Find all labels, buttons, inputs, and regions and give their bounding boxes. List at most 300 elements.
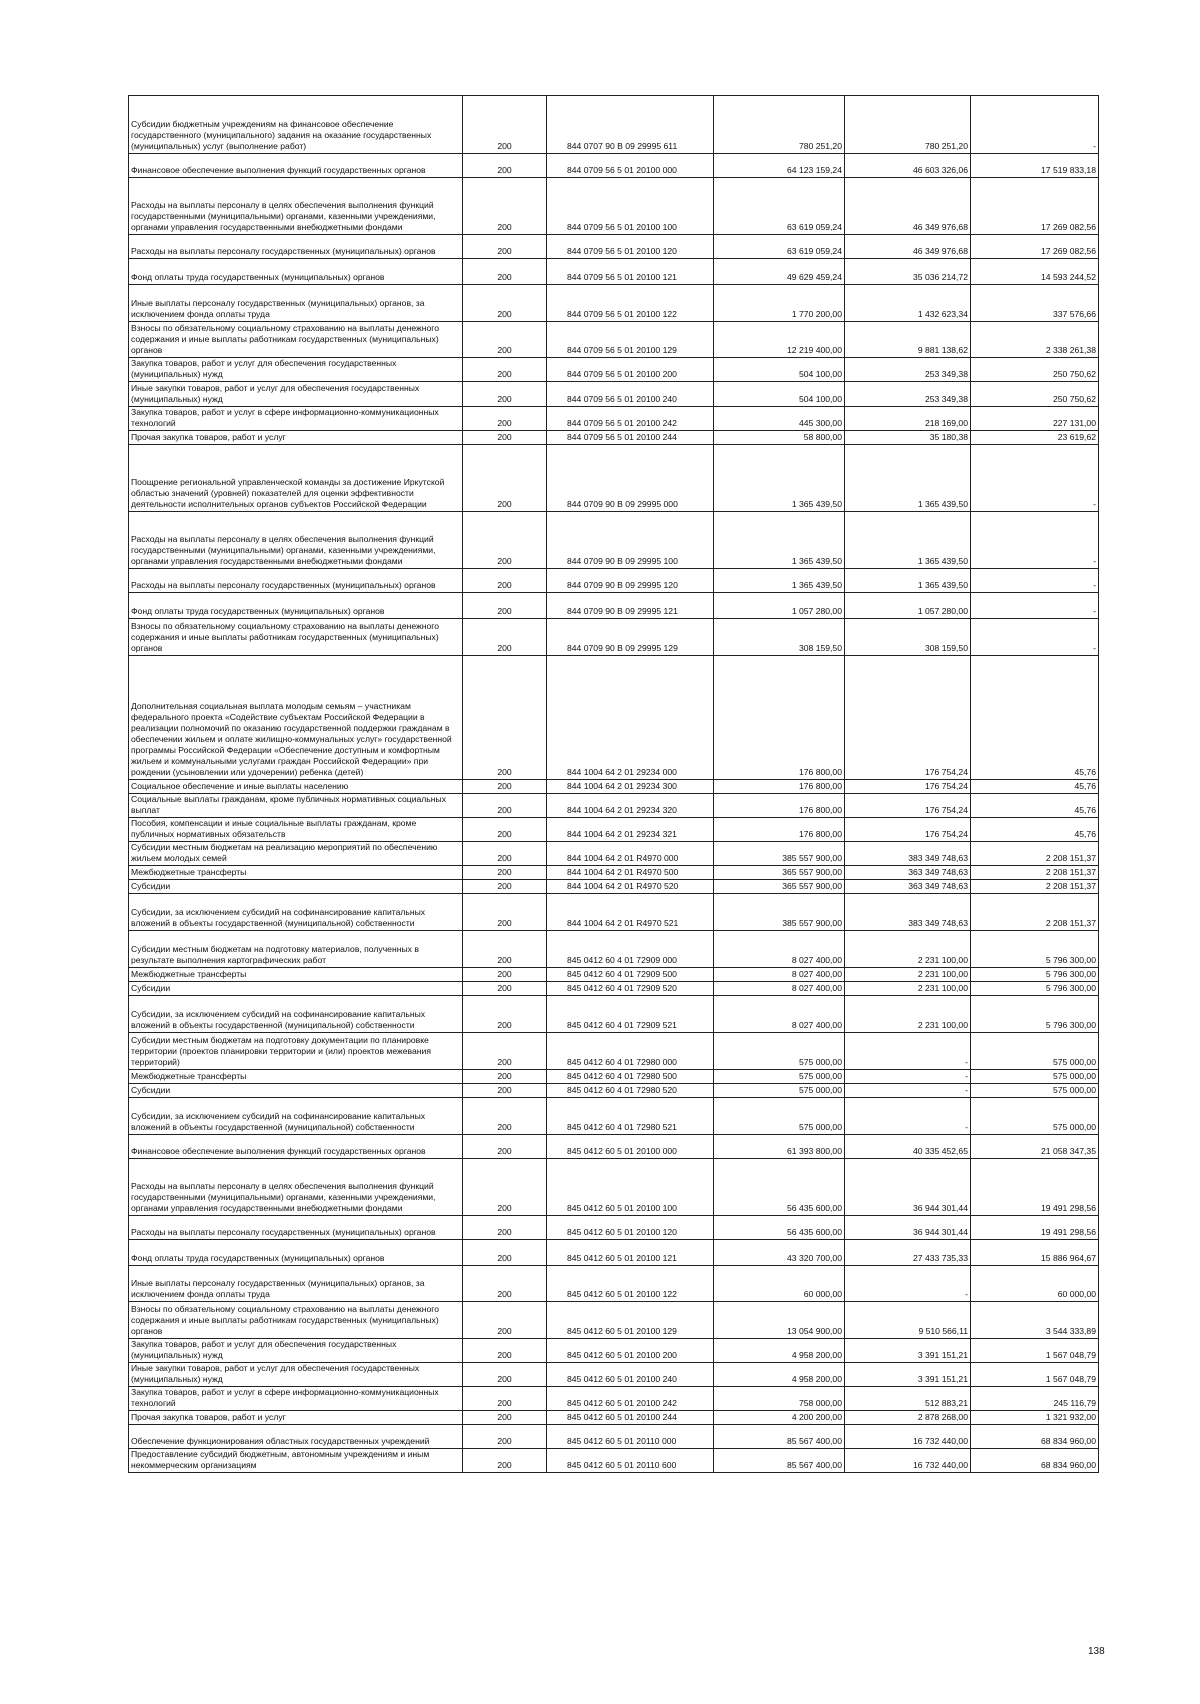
unexecuted-amount-cell: 14 593 244,52: [971, 259, 1099, 285]
approved-amount-cell: 176 800,00: [714, 794, 845, 818]
unexecuted-amount-cell: 245 116,79: [971, 1387, 1099, 1411]
table-row: [129, 259, 1099, 285]
executed-amount-cell: 512 883,21: [845, 1387, 971, 1411]
expense-name-cell: Субсидии: [129, 1084, 463, 1098]
expense-name-cell: Поощрение региональной управленческой команды за достижение Иркутской областью значений (уровней) показателей для оценки эффективности деятельности исполнительных органов субъектов Российской Федерации: [129, 445, 463, 512]
budget-report-table-container: [128, 95, 1098, 1473]
unexecuted-amount-cell: 1 567 048,79: [971, 1339, 1099, 1363]
budget-classification-code-cell: 844 1004 64 2 01 R4970 500: [547, 866, 714, 880]
budget-classification-code-cell: 845 0412 60 5 01 20100 200: [547, 1339, 714, 1363]
expense-name-cell: Дополнительная социальная выплата молодым семьям – участникам федерального проекта «Содействие субъектам Российской Федерации в реализации полномочий по оказанию государственной поддержки гражданам в обеспечении жильем и оплате жилищно-коммунальных услуг» государственной программы Российской Федерации «Обеспечение доступным и комфортным жильем и коммунальными услугами граждан Российской Федерации» при рождении (усыновлении или удочерении) ребенка (детей): [129, 656, 463, 780]
table-row: [129, 235, 1099, 259]
line-code-cell: 200: [463, 1084, 547, 1098]
budget-classification-code-cell: 844 0709 90 В 09 29995 120: [547, 569, 714, 593]
expense-name-cell: Прочая закупка товаров, работ и услуг: [129, 431, 463, 445]
approved-amount-cell: 8 027 400,00: [714, 996, 845, 1033]
executed-amount-cell: 1 432 623,34: [845, 285, 971, 322]
line-code-cell: 200: [463, 1240, 547, 1266]
approved-amount-cell: 63 619 059,24: [714, 235, 845, 259]
approved-amount-cell: 176 800,00: [714, 780, 845, 794]
line-code-cell: 200: [463, 407, 547, 431]
budget-classification-code-cell: 844 0709 90 В 09 29995 000: [547, 445, 714, 512]
line-code-cell: 200: [463, 154, 547, 178]
table-row: [129, 780, 1099, 794]
unexecuted-amount-cell: 19 491 298,56: [971, 1216, 1099, 1240]
approved-amount-cell: 4 958 200,00: [714, 1339, 845, 1363]
executed-amount-cell: 176 754,24: [845, 818, 971, 842]
line-code-cell: 200: [463, 1302, 547, 1339]
table-row: [129, 1135, 1099, 1159]
approved-amount-cell: 60 000,00: [714, 1266, 845, 1302]
table-row: [129, 1339, 1099, 1363]
expense-name-cell: Предоставление субсидий бюджетным, автономным учреждениям и иным некоммерческим организациям: [129, 1449, 463, 1473]
table-row: [129, 512, 1099, 569]
line-code-cell: 200: [463, 445, 547, 512]
budget-classification-code-cell: 844 1004 64 2 01 29234 000: [547, 656, 714, 780]
unexecuted-amount-cell: 23 619,62: [971, 431, 1099, 445]
executed-amount-cell: 36 944 301,44: [845, 1216, 971, 1240]
executed-amount-cell: 3 391 151,21: [845, 1339, 971, 1363]
executed-amount-cell: 36 944 301,44: [845, 1159, 971, 1216]
table-row: [129, 1084, 1099, 1098]
budget-classification-code-cell: 844 0709 56 5 01 20100 200: [547, 358, 714, 382]
line-code-cell: 200: [463, 968, 547, 982]
table-row: [129, 445, 1099, 512]
executed-amount-cell: 35 036 214,72: [845, 259, 971, 285]
line-code-cell: 200: [463, 656, 547, 780]
unexecuted-amount-cell: 19 491 298,56: [971, 1159, 1099, 1216]
executed-amount-cell: 780 251,20: [845, 96, 971, 154]
line-code-cell: 200: [463, 569, 547, 593]
line-code-cell: 200: [463, 982, 547, 996]
executed-amount-cell: 383 349 748,63: [845, 842, 971, 866]
table-row: [129, 1387, 1099, 1411]
unexecuted-amount-cell: 1 321 932,00: [971, 1411, 1099, 1425]
approved-amount-cell: 445 300,00: [714, 407, 845, 431]
unexecuted-amount-cell: -: [971, 512, 1099, 569]
executed-amount-cell: 2 231 100,00: [845, 968, 971, 982]
expense-name-cell: Межбюджетные трансферты: [129, 866, 463, 880]
budget-classification-code-cell: 844 1004 64 2 01 29234 320: [547, 794, 714, 818]
line-code-cell: 200: [463, 1387, 547, 1411]
unexecuted-amount-cell: 45,76: [971, 780, 1099, 794]
expense-name-cell: Иные выплаты персоналу государственных (муниципальных) органов, за исключением фонда оплаты труда: [129, 1266, 463, 1302]
approved-amount-cell: 365 557 900,00: [714, 880, 845, 894]
line-code-cell: 200: [463, 1098, 547, 1135]
unexecuted-amount-cell: 17 269 082,56: [971, 235, 1099, 259]
line-code-cell: 200: [463, 842, 547, 866]
expense-name-cell: Социальные выплаты гражданам, кроме публичных нормативных социальных выплат: [129, 794, 463, 818]
approved-amount-cell: 64 123 159,24: [714, 154, 845, 178]
approved-amount-cell: 56 435 600,00: [714, 1159, 845, 1216]
budget-classification-code-cell: 845 0412 60 5 01 20100 122: [547, 1266, 714, 1302]
unexecuted-amount-cell: 68 834 960,00: [971, 1449, 1099, 1473]
budget-classification-code-cell: 844 1004 64 2 01 R4970 521: [547, 894, 714, 931]
table-row: [129, 931, 1099, 968]
unexecuted-amount-cell: 2 208 151,37: [971, 866, 1099, 880]
unexecuted-amount-cell: 45,76: [971, 818, 1099, 842]
expense-name-cell: Взносы по обязательному социальному страхованию на выплаты денежного содержания и иные выплаты работникам государственных (муниципальных) органов: [129, 322, 463, 358]
approved-amount-cell: 61 393 800,00: [714, 1135, 845, 1159]
unexecuted-amount-cell: 45,76: [971, 656, 1099, 780]
budget-classification-code-cell: 844 0707 90 В 09 29995 611: [547, 96, 714, 154]
line-code-cell: 200: [463, 1216, 547, 1240]
unexecuted-amount-cell: 45,76: [971, 794, 1099, 818]
executed-amount-cell: 363 349 748,63: [845, 866, 971, 880]
executed-amount-cell: 1 057 280,00: [845, 593, 971, 619]
unexecuted-amount-cell: 1 567 048,79: [971, 1363, 1099, 1387]
budget-classification-code-cell: 845 0412 60 4 01 72980 000: [547, 1033, 714, 1070]
line-code-cell: 200: [463, 931, 547, 968]
expense-name-cell: Обеспечение функционирования областных государственных учреждений: [129, 1425, 463, 1449]
budget-classification-code-cell: 844 0709 56 5 01 20100 244: [547, 431, 714, 445]
table-row: [129, 982, 1099, 996]
expense-name-cell: Фонд оплаты труда государственных (муниципальных) органов: [129, 1240, 463, 1266]
table-row: [129, 1070, 1099, 1084]
table-row: [129, 1302, 1099, 1339]
line-code-cell: 200: [463, 1266, 547, 1302]
expense-name-cell: Финансовое обеспечение выполнения функций государственных органов: [129, 154, 463, 178]
expense-name-cell: Субсидии: [129, 880, 463, 894]
table-row: [129, 794, 1099, 818]
approved-amount-cell: 176 800,00: [714, 656, 845, 780]
unexecuted-amount-cell: 227 131,00: [971, 407, 1099, 431]
executed-amount-cell: 1 365 439,50: [845, 445, 971, 512]
line-code-cell: 200: [463, 235, 547, 259]
executed-amount-cell: 16 732 440,00: [845, 1449, 971, 1473]
expense-name-cell: Пособия, компенсации и иные социальные выплаты гражданам, кроме публичных нормативных обязательств: [129, 818, 463, 842]
budget-classification-code-cell: 844 0709 56 5 01 20100 240: [547, 382, 714, 407]
unexecuted-amount-cell: 337 576,66: [971, 285, 1099, 322]
expense-name-cell: Закупка товаров, работ и услуг для обеспечения государственных (муниципальных) нужд: [129, 1339, 463, 1363]
table-row: [129, 1240, 1099, 1266]
unexecuted-amount-cell: -: [971, 445, 1099, 512]
executed-amount-cell: -: [845, 1266, 971, 1302]
unexecuted-amount-cell: 15 886 964,67: [971, 1240, 1099, 1266]
table-row: [129, 1098, 1099, 1135]
executed-amount-cell: 2 231 100,00: [845, 931, 971, 968]
line-code-cell: 200: [463, 431, 547, 445]
approved-amount-cell: 58 800,00: [714, 431, 845, 445]
budget-classification-code-cell: 845 0412 60 5 01 20110 000: [547, 1425, 714, 1449]
table-row: [129, 880, 1099, 894]
line-code-cell: 200: [463, 382, 547, 407]
line-code-cell: 200: [463, 880, 547, 894]
table-row: [129, 996, 1099, 1033]
table-row: [129, 407, 1099, 431]
unexecuted-amount-cell: -: [971, 569, 1099, 593]
budget-classification-code-cell: 845 0412 60 5 01 20110 600: [547, 1449, 714, 1473]
executed-amount-cell: 363 349 748,63: [845, 880, 971, 894]
approved-amount-cell: 85 567 400,00: [714, 1449, 845, 1473]
expense-name-cell: Прочая закупка товаров, работ и услуг: [129, 1411, 463, 1425]
executed-amount-cell: -: [845, 1070, 971, 1084]
expense-name-cell: Иные выплаты персоналу государственных (муниципальных) органов, за исключением фонда оплаты труда: [129, 285, 463, 322]
table-row: [129, 1449, 1099, 1473]
table-row: [129, 285, 1099, 322]
budget-classification-code-cell: 844 0709 56 5 01 20100 242: [547, 407, 714, 431]
approved-amount-cell: 758 000,00: [714, 1387, 845, 1411]
unexecuted-amount-cell: 21 058 347,35: [971, 1135, 1099, 1159]
budget-classification-code-cell: 845 0412 60 4 01 72909 520: [547, 982, 714, 996]
expense-name-cell: Субсидии местным бюджетам на подготовку материалов, полученных в результате выполнения картографических работ: [129, 931, 463, 968]
executed-amount-cell: 2 231 100,00: [845, 982, 971, 996]
budget-classification-code-cell: 845 0412 60 5 01 20100 240: [547, 1363, 714, 1387]
budget-classification-code-cell: 844 0709 90 В 09 29995 121: [547, 593, 714, 619]
budget-classification-code-cell: 844 0709 90 В 09 29995 129: [547, 619, 714, 656]
line-code-cell: 200: [463, 996, 547, 1033]
approved-amount-cell: 176 800,00: [714, 818, 845, 842]
approved-amount-cell: 1 770 200,00: [714, 285, 845, 322]
table-row: [129, 1033, 1099, 1070]
approved-amount-cell: 308 159,50: [714, 619, 845, 656]
line-code-cell: 200: [463, 894, 547, 931]
line-code-cell: 200: [463, 866, 547, 880]
executed-amount-cell: 46 349 976,68: [845, 235, 971, 259]
unexecuted-amount-cell: 5 796 300,00: [971, 996, 1099, 1033]
expense-name-cell: Закупка товаров, работ и услуг в сфере информационно-коммуникационных технологий: [129, 1387, 463, 1411]
approved-amount-cell: 4 200 200,00: [714, 1411, 845, 1425]
approved-amount-cell: 56 435 600,00: [714, 1216, 845, 1240]
unexecuted-amount-cell: -: [971, 619, 1099, 656]
table-row: [129, 818, 1099, 842]
table-row: [129, 322, 1099, 358]
executed-amount-cell: 46 349 976,68: [845, 178, 971, 235]
table-row: [129, 656, 1099, 780]
budget-classification-code-cell: 844 0709 56 5 01 20100 121: [547, 259, 714, 285]
approved-amount-cell: 63 619 059,24: [714, 178, 845, 235]
approved-amount-cell: 1 057 280,00: [714, 593, 845, 619]
budget-classification-code-cell: 844 1004 64 2 01 29234 300: [547, 780, 714, 794]
expense-name-cell: Субсидии: [129, 982, 463, 996]
approved-amount-cell: 575 000,00: [714, 1098, 845, 1135]
line-code-cell: 200: [463, 512, 547, 569]
budget-classification-code-cell: 845 0412 60 4 01 72909 521: [547, 996, 714, 1033]
table-row: [129, 1266, 1099, 1302]
executed-amount-cell: 16 732 440,00: [845, 1425, 971, 1449]
expense-name-cell: Фонд оплаты труда государственных (муниципальных) органов: [129, 259, 463, 285]
executed-amount-cell: 9 510 566,11: [845, 1302, 971, 1339]
approved-amount-cell: 12 219 400,00: [714, 322, 845, 358]
executed-amount-cell: 40 335 452,65: [845, 1135, 971, 1159]
line-code-cell: 200: [463, 1425, 547, 1449]
unexecuted-amount-cell: 68 834 960,00: [971, 1425, 1099, 1449]
executed-amount-cell: 1 365 439,50: [845, 569, 971, 593]
budget-classification-code-cell: 845 0412 60 4 01 72980 500: [547, 1070, 714, 1084]
executed-amount-cell: 35 180,38: [845, 431, 971, 445]
approved-amount-cell: 504 100,00: [714, 358, 845, 382]
budget-classification-code-cell: 845 0412 60 5 01 20100 120: [547, 1216, 714, 1240]
unexecuted-amount-cell: 5 796 300,00: [971, 982, 1099, 996]
budget-classification-code-cell: 845 0412 60 4 01 72909 000: [547, 931, 714, 968]
unexecuted-amount-cell: 17 519 833,18: [971, 154, 1099, 178]
executed-amount-cell: 253 349,38: [845, 358, 971, 382]
executed-amount-cell: 46 603 326,06: [845, 154, 971, 178]
expense-name-cell: Межбюджетные трансферты: [129, 968, 463, 982]
budget-classification-code-cell: 845 0412 60 4 01 72980 520: [547, 1084, 714, 1098]
unexecuted-amount-cell: 5 796 300,00: [971, 931, 1099, 968]
unexecuted-amount-cell: 2 338 261,38: [971, 322, 1099, 358]
expense-name-cell: Финансовое обеспечение выполнения функций государственных органов: [129, 1135, 463, 1159]
budget-classification-code-cell: 845 0412 60 5 01 20100 000: [547, 1135, 714, 1159]
unexecuted-amount-cell: 250 750,62: [971, 358, 1099, 382]
line-code-cell: 200: [463, 1363, 547, 1387]
executed-amount-cell: 2 878 268,00: [845, 1411, 971, 1425]
line-code-cell: 200: [463, 593, 547, 619]
unexecuted-amount-cell: 5 796 300,00: [971, 968, 1099, 982]
budget-classification-code-cell: 844 1004 64 2 01 R4970 000: [547, 842, 714, 866]
expense-name-cell: Иные закупки товаров, работ и услуг для обеспечения государственных (муниципальных) нужд: [129, 382, 463, 407]
expense-name-cell: Социальное обеспечение и иные выплаты населению: [129, 780, 463, 794]
expense-name-cell: Субсидии местным бюджетам на подготовку документации по планировке территории (проектов планировки территории и (или) проектов межевания территорий): [129, 1033, 463, 1070]
budget-classification-code-cell: 844 0709 56 5 01 20100 129: [547, 322, 714, 358]
line-code-cell: 200: [463, 322, 547, 358]
executed-amount-cell: 2 231 100,00: [845, 996, 971, 1033]
approved-amount-cell: 85 567 400,00: [714, 1425, 845, 1449]
budget-classification-code-cell: 845 0412 60 5 01 20100 100: [547, 1159, 714, 1216]
executed-amount-cell: 253 349,38: [845, 382, 971, 407]
executed-amount-cell: 176 754,24: [845, 656, 971, 780]
line-code-cell: 200: [463, 1449, 547, 1473]
budget-classification-code-cell: 845 0412 60 5 01 20100 242: [547, 1387, 714, 1411]
approved-amount-cell: 1 365 439,50: [714, 512, 845, 569]
line-code-cell: 200: [463, 358, 547, 382]
line-code-cell: 200: [463, 178, 547, 235]
approved-amount-cell: 13 054 900,00: [714, 1302, 845, 1339]
budget-classification-code-cell: 844 0709 56 5 01 20100 100: [547, 178, 714, 235]
expense-name-cell: Закупка товаров, работ и услуг для обеспечения государственных (муниципальных) нужд: [129, 358, 463, 382]
line-code-cell: 200: [463, 818, 547, 842]
expense-name-cell: Субсидии, за исключением субсидий на софинансирование капитальных вложений в объекты государственной (муниципальной) собственности: [129, 1098, 463, 1135]
budget-execution-table: [128, 95, 1099, 1473]
executed-amount-cell: 176 754,24: [845, 780, 971, 794]
expense-name-cell: Взносы по обязательному социальному страхованию на выплаты денежного содержания и иные выплаты работникам государственных (муниципальных) органов: [129, 1302, 463, 1339]
approved-amount-cell: 575 000,00: [714, 1033, 845, 1070]
table-row: [129, 593, 1099, 619]
budget-classification-code-cell: 845 0412 60 5 01 20100 244: [547, 1411, 714, 1425]
table-row: [129, 1159, 1099, 1216]
budget-classification-code-cell: 845 0412 60 5 01 20100 121: [547, 1240, 714, 1266]
unexecuted-amount-cell: 3 544 333,89: [971, 1302, 1099, 1339]
expense-name-cell: Закупка товаров, работ и услуг в сфере информационно-коммуникационных технологий: [129, 407, 463, 431]
expense-name-cell: Субсидии, за исключением субсидий на софинансирование капитальных вложений в объекты государственной (муниципальной) собственности: [129, 894, 463, 931]
line-code-cell: 200: [463, 259, 547, 285]
unexecuted-amount-cell: -: [971, 593, 1099, 619]
approved-amount-cell: 365 557 900,00: [714, 866, 845, 880]
table-row: [129, 1411, 1099, 1425]
budget-classification-code-cell: 844 0709 56 5 01 20100 000: [547, 154, 714, 178]
executed-amount-cell: -: [845, 1033, 971, 1070]
expense-name-cell: Расходы на выплаты персоналу в целях обеспечения выполнения функций государственными (муниципальными) органами, казенными учреждениями, органами управления государственными внебюджетными фондами: [129, 512, 463, 569]
table-row: [129, 1216, 1099, 1240]
line-code-cell: 200: [463, 619, 547, 656]
expense-name-cell: Межбюджетные трансферты: [129, 1070, 463, 1084]
approved-amount-cell: 1 365 439,50: [714, 569, 845, 593]
expense-name-cell: Субсидии, за исключением субсидий на софинансирование капитальных вложений в объекты государственной (муниципальной) собственности: [129, 996, 463, 1033]
unexecuted-amount-cell: 575 000,00: [971, 1098, 1099, 1135]
approved-amount-cell: 575 000,00: [714, 1070, 845, 1084]
executed-amount-cell: 176 754,24: [845, 794, 971, 818]
table-row: [129, 894, 1099, 931]
expense-name-cell: Субсидии бюджетным учреждениям на финансовое обеспечение государственного (муниципального) задания на оказание государственных (муниципальных) услуг (выполнение работ): [129, 96, 463, 154]
table-row: [129, 569, 1099, 593]
line-code-cell: 200: [463, 1033, 547, 1070]
table-row: [129, 358, 1099, 382]
expense-name-cell: Расходы на выплаты персоналу государственных (муниципальных) органов: [129, 235, 463, 259]
executed-amount-cell: -: [845, 1098, 971, 1135]
unexecuted-amount-cell: 2 208 151,37: [971, 894, 1099, 931]
approved-amount-cell: 43 320 700,00: [714, 1240, 845, 1266]
table-row: [129, 866, 1099, 880]
line-code-cell: 200: [463, 1339, 547, 1363]
approved-amount-cell: 8 027 400,00: [714, 982, 845, 996]
line-code-cell: 200: [463, 1159, 547, 1216]
approved-amount-cell: 780 251,20: [714, 96, 845, 154]
unexecuted-amount-cell: 17 269 082,56: [971, 178, 1099, 235]
budget-classification-code-cell: 844 1004 64 2 01 R4970 520: [547, 880, 714, 894]
executed-amount-cell: 3 391 151,21: [845, 1363, 971, 1387]
line-code-cell: 200: [463, 285, 547, 322]
executed-amount-cell: 383 349 748,63: [845, 894, 971, 931]
table-row: [129, 96, 1099, 154]
line-code-cell: 200: [463, 1135, 547, 1159]
unexecuted-amount-cell: 2 208 151,37: [971, 842, 1099, 866]
unexecuted-amount-cell: 575 000,00: [971, 1084, 1099, 1098]
approved-amount-cell: 385 557 900,00: [714, 894, 845, 931]
line-code-cell: 200: [463, 794, 547, 818]
unexecuted-amount-cell: 250 750,62: [971, 382, 1099, 407]
line-code-cell: 200: [463, 1070, 547, 1084]
approved-amount-cell: 49 629 459,24: [714, 259, 845, 285]
unexecuted-amount-cell: 575 000,00: [971, 1070, 1099, 1084]
table-row: [129, 1363, 1099, 1387]
expense-name-cell: Расходы на выплаты персоналу государственных (муниципальных) органов: [129, 1216, 463, 1240]
approved-amount-cell: 504 100,00: [714, 382, 845, 407]
approved-amount-cell: 385 557 900,00: [714, 842, 845, 866]
budget-classification-code-cell: 844 1004 64 2 01 29234 321: [547, 818, 714, 842]
approved-amount-cell: 8 027 400,00: [714, 931, 845, 968]
approved-amount-cell: 4 958 200,00: [714, 1363, 845, 1387]
unexecuted-amount-cell: 2 208 151,37: [971, 880, 1099, 894]
table-row: [129, 178, 1099, 235]
executed-amount-cell: 27 433 735,33: [845, 1240, 971, 1266]
table-row: [129, 431, 1099, 445]
line-code-cell: 200: [463, 1411, 547, 1425]
budget-classification-code-cell: 845 0412 60 4 01 72980 521: [547, 1098, 714, 1135]
table-row: [129, 619, 1099, 656]
table-row: [129, 382, 1099, 407]
budget-classification-code-cell: 845 0412 60 4 01 72909 500: [547, 968, 714, 982]
approved-amount-cell: 1 365 439,50: [714, 445, 845, 512]
unexecuted-amount-cell: -: [971, 96, 1099, 154]
budget-classification-code-cell: 844 0709 56 5 01 20100 120: [547, 235, 714, 259]
approved-amount-cell: 575 000,00: [714, 1084, 845, 1098]
budget-classification-code-cell: 844 0709 90 В 09 29995 100: [547, 512, 714, 569]
table-row: [129, 154, 1099, 178]
expense-name-cell: Взносы по обязательному социальному страхованию на выплаты денежного содержания и иные выплаты работникам государственных (муниципальных) органов: [129, 619, 463, 656]
table-row: [129, 1425, 1099, 1449]
line-code-cell: 200: [463, 96, 547, 154]
table-body: [129, 96, 1099, 1473]
unexecuted-amount-cell: 60 000,00: [971, 1266, 1099, 1302]
executed-amount-cell: 9 881 138,62: [845, 322, 971, 358]
line-code-cell: 200: [463, 780, 547, 794]
expense-name-cell: Иные закупки товаров, работ и услуг для обеспечения государственных (муниципальных) нужд: [129, 1363, 463, 1387]
budget-classification-code-cell: 844 0709 56 5 01 20100 122: [547, 285, 714, 322]
executed-amount-cell: 218 169,00: [845, 407, 971, 431]
table-row: [129, 842, 1099, 866]
unexecuted-amount-cell: 575 000,00: [971, 1033, 1099, 1070]
